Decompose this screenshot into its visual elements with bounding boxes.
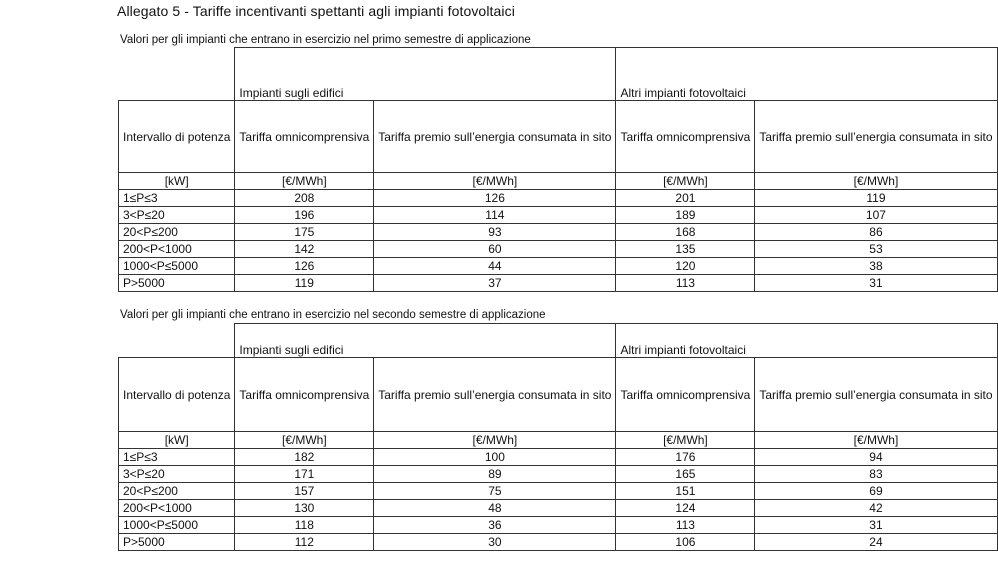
table-row: [119, 534, 998, 551]
value-cell: 86: [755, 224, 997, 241]
value-cell: 89: [374, 466, 616, 483]
unit-cell: [€/MWh]: [235, 173, 374, 190]
tariff-table-first-semester: [118, 47, 998, 292]
value-cell: 119: [235, 275, 374, 292]
power-range-cell: 200<P<1000: [119, 500, 235, 517]
group-header-buildings: Impianti sugli edifici: [235, 48, 616, 101]
value-cell: 112: [235, 534, 374, 551]
unit-cell: [€/MWh]: [374, 432, 616, 449]
column-header-tariffa: Tariffa omnicomprensiva: [235, 101, 374, 173]
value-cell: 113: [616, 517, 755, 534]
table-row: [119, 224, 998, 241]
value-cell: 142: [235, 241, 374, 258]
document-title: Allegato 5 - Tariffe incentivanti spettanti agli impianti fotovoltaici: [117, 3, 515, 19]
value-cell: 182: [235, 449, 374, 466]
value-cell: 94: [755, 449, 997, 466]
group-header-buildings: Impianti sugli edifici: [235, 324, 616, 358]
unit-cell: [€/MWh]: [616, 173, 755, 190]
unit-cell: [€/MWh]: [235, 432, 374, 449]
column-header-tariffa: Tariffa omnicomprensiva: [235, 358, 374, 432]
value-cell: 37: [374, 275, 616, 292]
power-range-cell: 3<P≤20: [119, 207, 235, 224]
table-row: [119, 483, 998, 500]
unit-cell: [€/MWh]: [616, 432, 755, 449]
value-cell: 165: [616, 466, 755, 483]
value-cell: 189: [616, 207, 755, 224]
value-cell: 44: [374, 258, 616, 275]
value-cell: 168: [616, 224, 755, 241]
column-header-interval: Intervallo di potenza: [119, 101, 235, 173]
value-cell: 196: [235, 207, 374, 224]
table-row: [119, 275, 998, 292]
value-cell: 31: [755, 275, 997, 292]
table-row: [119, 466, 998, 483]
column-header-tariffa: Tariffa omnicomprensiva: [616, 358, 755, 432]
column-header-tariffa: Tariffa omnicomprensiva: [616, 101, 755, 173]
power-range-cell: 20<P≤200: [119, 224, 235, 241]
group-header-other-plants: Altri impianti fotovoltaici: [616, 324, 997, 358]
column-header-interval: Intervallo di potenza: [119, 358, 235, 432]
table-row: [119, 207, 998, 224]
value-cell: 83: [755, 466, 997, 483]
value-cell: 157: [235, 483, 374, 500]
value-cell: 114: [374, 207, 616, 224]
power-range-cell: P>5000: [119, 275, 235, 292]
column-header-premio: Tariffa premio sull’energia consumata in sito: [374, 358, 616, 432]
value-cell: 38: [755, 258, 997, 275]
empty-corner-cell: [119, 48, 235, 101]
unit-cell: [kW]: [119, 173, 235, 190]
group-header-other-plants: Altri impianti fotovoltaici: [616, 48, 997, 101]
table-row: [119, 241, 998, 258]
value-cell: 176: [616, 449, 755, 466]
column-header-premio: Tariffa premio sull’energia consumata in sito: [755, 358, 997, 432]
column-header-premio: Tariffa premio sull’energia consumata in sito: [374, 101, 616, 173]
table-row: [119, 449, 998, 466]
table-caption-second-semester: Valori per gli impianti che entrano in esercizio nel secondo semestre di applicazione: [120, 309, 546, 321]
value-cell: 208: [235, 190, 374, 207]
unit-cell: [€/MWh]: [374, 173, 616, 190]
value-cell: 175: [235, 224, 374, 241]
value-cell: 171: [235, 466, 374, 483]
value-cell: 42: [755, 500, 997, 517]
unit-cell: [€/MWh]: [755, 432, 997, 449]
value-cell: 24: [755, 534, 997, 551]
table-caption-first-semester: Valori per gli impianti che entrano in esercizio nel primo semestre di applicazione: [120, 34, 531, 46]
empty-corner-cell: [119, 324, 235, 358]
value-cell: 93: [374, 224, 616, 241]
power-range-cell: 200<P<1000: [119, 241, 235, 258]
value-cell: 124: [616, 500, 755, 517]
value-cell: 106: [616, 534, 755, 551]
power-range-cell: 3<P≤20: [119, 466, 235, 483]
table-row: [119, 500, 998, 517]
value-cell: 53: [755, 241, 997, 258]
tariff-table-second-semester: [118, 323, 998, 551]
value-cell: 60: [374, 241, 616, 258]
value-cell: 120: [616, 258, 755, 275]
value-cell: 201: [616, 190, 755, 207]
value-cell: 31: [755, 517, 997, 534]
unit-cell: [kW]: [119, 432, 235, 449]
power-range-cell: 1000<P≤5000: [119, 517, 235, 534]
power-range-cell: 1000<P≤5000: [119, 258, 235, 275]
value-cell: 30: [374, 534, 616, 551]
value-cell: 113: [616, 275, 755, 292]
value-cell: 151: [616, 483, 755, 500]
column-header-premio: Tariffa premio sull’energia consumata in sito: [755, 101, 997, 173]
value-cell: 126: [374, 190, 616, 207]
value-cell: 75: [374, 483, 616, 500]
table-row: [119, 258, 998, 275]
value-cell: 48: [374, 500, 616, 517]
value-cell: 130: [235, 500, 374, 517]
power-range-cell: 1≤P≤3: [119, 190, 235, 207]
value-cell: 107: [755, 207, 997, 224]
value-cell: 135: [616, 241, 755, 258]
power-range-cell: P>5000: [119, 534, 235, 551]
power-range-cell: 1≤P≤3: [119, 449, 235, 466]
value-cell: 69: [755, 483, 997, 500]
value-cell: 126: [235, 258, 374, 275]
value-cell: 100: [374, 449, 616, 466]
table-row: [119, 190, 998, 207]
value-cell: 119: [755, 190, 997, 207]
value-cell: 36: [374, 517, 616, 534]
power-range-cell: 20<P≤200: [119, 483, 235, 500]
value-cell: 118: [235, 517, 374, 534]
unit-cell: [€/MWh]: [755, 173, 997, 190]
table-row: [119, 517, 998, 534]
